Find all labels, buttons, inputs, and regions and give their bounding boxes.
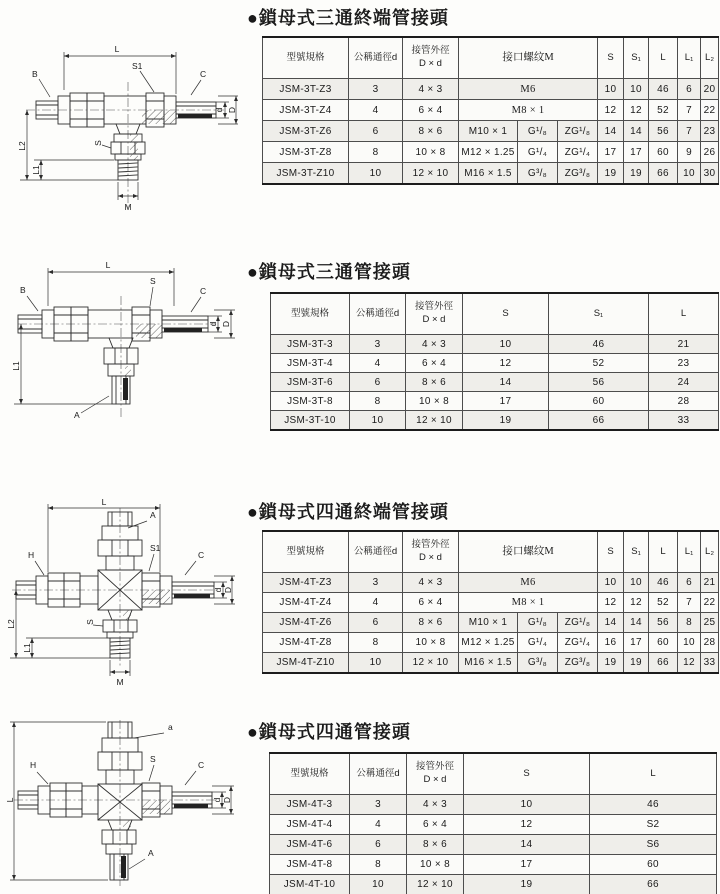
column-header: L₁ — [678, 37, 701, 79]
spec-cell: JSM-3T-Z3 — [263, 79, 349, 100]
spec-cell: 3 — [350, 795, 407, 815]
dim-label-m: M — [124, 202, 132, 212]
dim-label-b: B — [32, 69, 38, 79]
table-row — [271, 335, 719, 354]
spec-cell: 12 — [624, 593, 649, 613]
column-header: 型號規格 — [270, 753, 350, 795]
diagram-four-way-fitting — [2, 714, 239, 894]
dim-label-s1: S1 — [132, 61, 143, 71]
dim-label-l2: L2 — [6, 619, 16, 629]
dim-label-m: M — [116, 677, 124, 687]
dim-label-l: L — [101, 497, 107, 507]
spec-cell: 14 — [624, 613, 649, 633]
table-row — [270, 875, 717, 894]
spec-cell: 12 × 10 — [403, 163, 459, 185]
column-header: S₁ — [624, 37, 649, 79]
table-row — [263, 633, 719, 653]
column-header: 接管外徑 D × d — [403, 531, 459, 573]
spec-table-container — [269, 752, 717, 894]
table-row — [271, 354, 719, 373]
spec-cell: 10 — [349, 163, 403, 185]
spec-cell: 66 — [649, 653, 678, 674]
table-row — [263, 142, 719, 163]
spec-cell: 14 — [463, 373, 549, 392]
spec-cell: 7 — [678, 593, 701, 613]
spec-cell: 10 — [678, 163, 701, 185]
dim-label-s: S — [85, 619, 95, 625]
spec-cell: JSM-3T-4 — [271, 354, 350, 373]
spec-table — [262, 36, 719, 185]
spec-cell: JSM-3T-Z6 — [263, 121, 349, 142]
spec-cell: 23 — [701, 121, 719, 142]
spec-cell: 6 — [350, 373, 406, 392]
spec-cell: 10 × 8 — [407, 855, 464, 875]
spec-cell: 17 — [624, 142, 649, 163]
spec-cell: 4 — [349, 100, 403, 121]
spec-cell: 33 — [649, 411, 719, 431]
dim-label-l1: L1 — [11, 361, 21, 371]
spec-cell: G¹/₄ — [518, 633, 558, 653]
spec-cell: 19 — [624, 653, 649, 674]
spec-cell: M16 × 1.5 — [459, 163, 518, 185]
spec-cell: M10 × 1 — [459, 121, 518, 142]
dim-label-l1: L1 — [31, 165, 41, 175]
dim-label-s: S — [150, 754, 156, 764]
spec-cell: 14 — [624, 121, 649, 142]
spec-cell: 6 — [678, 573, 701, 593]
dim-label-l: L — [5, 797, 15, 803]
spec-cell: 6 × 4 — [403, 593, 459, 613]
dim-label-l: L — [114, 44, 120, 54]
spec-cell: 33 — [701, 653, 719, 674]
table-row — [263, 613, 719, 633]
spec-cell: 12 — [598, 593, 624, 613]
spec-cell: 10 × 8 — [403, 633, 459, 653]
dim-label-dd: D — [221, 320, 231, 328]
fitting-body-drawing — [26, 82, 224, 208]
column-header: 接管外徑 D × d — [406, 293, 463, 335]
dim-label-h: H — [28, 550, 35, 560]
spec-cell: 19 — [464, 875, 590, 894]
header-row — [270, 753, 717, 795]
spec-cell: JSM-3T-8 — [271, 392, 350, 411]
spec-cell: JSM-4T-Z3 — [263, 573, 349, 593]
spec-cell: 56 — [549, 373, 649, 392]
table-row — [263, 573, 719, 593]
spec-cell: JSM-3T-Z10 — [263, 163, 349, 185]
dim-label-c: C — [200, 286, 207, 296]
table-row — [271, 411, 719, 431]
dim-label-s1: S1 — [150, 543, 161, 553]
spec-cell: JSM-4T-4 — [270, 815, 350, 835]
dim-label-s: S — [93, 140, 103, 146]
spec-cell: 10 — [463, 335, 549, 354]
spec-cell: 26 — [701, 142, 719, 163]
spec-cell: 17 — [598, 142, 624, 163]
diagram-three-way-fitting — [4, 256, 236, 438]
spec-cell: 8 × 6 — [403, 613, 459, 633]
table-row — [263, 653, 719, 674]
spec-cell: G³/₈ — [518, 163, 558, 185]
spec-cell: 20 — [701, 79, 719, 100]
spec-cell: 4 — [350, 354, 406, 373]
fitting-body-drawing — [12, 508, 220, 668]
spec-cell: 14 — [598, 613, 624, 633]
dim-label-a: A — [150, 510, 156, 520]
column-header: L — [649, 293, 719, 335]
spec-cell: 28 — [701, 633, 719, 653]
spec-cell: M12 × 1.25 — [459, 142, 518, 163]
section-title: ●鎖母式四通終端管接頭 — [247, 502, 449, 522]
spec-cell: 6 × 4 — [406, 354, 463, 373]
dim-label-d: d — [208, 321, 218, 327]
spec-cell: 60 — [590, 855, 717, 875]
spec-cell: 21 — [649, 335, 719, 354]
header-row — [271, 293, 719, 335]
table-row — [263, 79, 719, 100]
table-row — [263, 163, 719, 185]
column-header: 接口螺纹M — [459, 531, 598, 573]
table-row — [263, 121, 719, 142]
spec-cell: JSM-4T-Z4 — [263, 593, 349, 613]
spec-cell: 3 — [349, 79, 403, 100]
table-row — [271, 392, 719, 411]
spec-cell: 7 — [678, 121, 701, 142]
spec-cell: 60 — [649, 633, 678, 653]
spec-cell: ZG¹/₄ — [558, 633, 598, 653]
diagram-three-way-terminal-fitting — [8, 38, 238, 224]
spec-cell: 52 — [649, 100, 678, 121]
column-header: S — [463, 293, 549, 335]
spec-cell: 8 — [350, 855, 407, 875]
spec-cell: 10 — [464, 795, 590, 815]
spec-table-container — [262, 530, 719, 674]
column-header: L₁ — [678, 531, 701, 573]
column-header: 型號規格 — [263, 37, 349, 79]
spec-cell: 10 — [598, 573, 624, 593]
column-header: 接口螺纹M — [459, 37, 598, 79]
spec-cell: 10 — [678, 633, 701, 653]
spec-cell: JSM-4T-6 — [270, 835, 350, 855]
spec-cell: JSM-3T-6 — [271, 373, 350, 392]
spec-cell: 4 × 3 — [403, 79, 459, 100]
spec-cell: 10 — [624, 573, 649, 593]
column-header: 型號規格 — [271, 293, 350, 335]
spec-cell: 12 × 10 — [406, 411, 463, 431]
dim-label-a: A — [74, 410, 80, 420]
spec-cell: 12 × 10 — [407, 875, 464, 894]
spec-cell: M6 — [459, 573, 598, 593]
spec-cell: G¹/₈ — [518, 613, 558, 633]
dim-label-l1: L1 — [22, 643, 32, 653]
spec-cell: 6 — [349, 613, 403, 633]
spec-table — [262, 530, 719, 674]
spec-cell: ZG¹/₈ — [558, 121, 598, 142]
spec-cell: M6 — [459, 79, 598, 100]
spec-cell: 22 — [701, 593, 719, 613]
spec-cell: 12 — [678, 653, 701, 674]
spec-cell: 8 × 6 — [406, 373, 463, 392]
spec-cell: 30 — [701, 163, 719, 185]
spec-cell: ZG³/₈ — [558, 653, 598, 674]
dim-label-c: C — [198, 550, 205, 560]
dim-label-d: d — [214, 107, 224, 113]
spec-cell: 8 — [349, 633, 403, 653]
spec-cell: ZG³/₈ — [558, 163, 598, 185]
spec-cell: 8 × 6 — [407, 835, 464, 855]
spec-cell: 6 — [350, 835, 407, 855]
spec-cell: JSM-3T-Z4 — [263, 100, 349, 121]
spec-cell: ZG¹/₈ — [558, 613, 598, 633]
dim-label-c: C — [198, 760, 205, 770]
spec-cell: 4 × 3 — [407, 795, 464, 815]
fitting-body-drawing — [18, 296, 216, 418]
dim-label-b: B — [20, 285, 26, 295]
table-row — [270, 835, 717, 855]
dim-label-d: d — [212, 797, 222, 803]
spec-cell: 10 — [350, 411, 406, 431]
fitting-body-drawing — [14, 720, 216, 886]
spec-cell: JSM-3T-10 — [271, 411, 350, 431]
table-row — [263, 593, 719, 613]
spec-cell: 46 — [549, 335, 649, 354]
dimension-annotations — [17, 44, 238, 212]
header-row — [263, 37, 719, 79]
spec-cell: 66 — [590, 875, 717, 894]
spec-cell: 60 — [549, 392, 649, 411]
dim-label-c: C — [200, 69, 207, 79]
spec-cell: 21 — [701, 573, 719, 593]
column-header: 型號規格 — [263, 531, 349, 573]
table-row — [270, 795, 717, 815]
spec-cell: 10 × 8 — [406, 392, 463, 411]
spec-cell: JSM-4T-Z8 — [263, 633, 349, 653]
spec-cell: 4 × 3 — [406, 335, 463, 354]
spec-cell: 3 — [350, 335, 406, 354]
spec-table — [270, 292, 719, 431]
spec-cell: 52 — [549, 354, 649, 373]
dim-label-s: S — [150, 276, 156, 286]
table-row — [271, 373, 719, 392]
dimension-annotations — [6, 497, 235, 687]
spec-cell: 12 — [464, 815, 590, 835]
spec-cell: S2 — [590, 815, 717, 835]
spec-cell: M12 × 1.25 — [459, 633, 518, 653]
spec-cell: 6 × 4 — [403, 100, 459, 121]
spec-cell: G¹/₈ — [518, 121, 558, 142]
column-header: L — [649, 531, 678, 573]
spec-cell: JSM-4T-Z10 — [263, 653, 349, 674]
spec-cell: 66 — [549, 411, 649, 431]
spec-cell: 46 — [649, 573, 678, 593]
spec-table-container — [262, 36, 719, 185]
column-header: 公稱通徑d — [349, 531, 403, 573]
section-title: ●鎖母式四通管接頭 — [247, 722, 411, 742]
spec-cell: 17 — [464, 855, 590, 875]
spec-cell: 46 — [649, 79, 678, 100]
column-header: 公稱通徑d — [350, 293, 406, 335]
spec-cell: JSM-4T-8 — [270, 855, 350, 875]
section-title: ●鎖母式三通管接頭 — [247, 262, 411, 282]
spec-cell: 4 — [349, 593, 403, 613]
column-header: S — [598, 37, 624, 79]
table-row — [263, 100, 719, 121]
spec-cell: 6 — [678, 79, 701, 100]
spec-cell: 14 — [464, 835, 590, 855]
column-header: S₁ — [549, 293, 649, 335]
column-header: L — [590, 753, 717, 795]
spec-cell: 56 — [649, 613, 678, 633]
spec-cell: M16 × 1.5 — [459, 653, 518, 674]
column-header: S₁ — [624, 531, 649, 573]
dim-label-a-small: a — [168, 722, 173, 732]
spec-cell: 46 — [590, 795, 717, 815]
spec-cell: S6 — [590, 835, 717, 855]
dim-label-h: H — [30, 760, 37, 770]
spec-cell: 4 × 3 — [403, 573, 459, 593]
diagram-four-way-terminal-fitting — [2, 496, 239, 690]
dim-label-dd: D — [222, 796, 232, 804]
spec-cell: 9 — [678, 142, 701, 163]
spec-cell: 8 — [350, 392, 406, 411]
spec-cell: 28 — [649, 392, 719, 411]
spec-cell: 12 — [598, 100, 624, 121]
spec-cell: 17 — [463, 392, 549, 411]
dim-label-d: d — [213, 587, 223, 593]
spec-cell: G³/₈ — [518, 653, 558, 674]
spec-cell: 19 — [598, 163, 624, 185]
table-row — [270, 815, 717, 835]
spec-cell: JSM-3T-Z8 — [263, 142, 349, 163]
spec-cell: ZG¹/₄ — [558, 142, 598, 163]
spec-cell: 17 — [624, 633, 649, 653]
spec-cell: 52 — [649, 593, 678, 613]
spec-cell: 4 — [350, 815, 407, 835]
spec-cell: 10 × 8 — [403, 142, 459, 163]
dim-label-dd: D — [227, 106, 237, 114]
dim-label-l: L — [105, 260, 111, 270]
spec-cell: G¹/₄ — [518, 142, 558, 163]
spec-cell: 10 — [349, 653, 403, 674]
spec-cell: 14 — [598, 121, 624, 142]
column-header: 接管外徑 D × d — [407, 753, 464, 795]
spec-cell: 12 — [463, 354, 549, 373]
spec-cell: 22 — [701, 100, 719, 121]
spec-cell: 23 — [649, 354, 719, 373]
spec-cell: 10 — [598, 79, 624, 100]
spec-cell: 8 — [349, 142, 403, 163]
column-header: S — [598, 531, 624, 573]
spec-cell: 60 — [649, 142, 678, 163]
spec-cell: M8 × 1 — [459, 100, 598, 121]
spec-cell: 10 — [350, 875, 407, 894]
spec-cell: 19 — [598, 653, 624, 674]
dim-label-a: A — [148, 848, 154, 858]
spec-cell: 24 — [649, 373, 719, 392]
spec-cell: JSM-3T-3 — [271, 335, 350, 354]
spec-cell: 66 — [649, 163, 678, 185]
spec-cell: 7 — [678, 100, 701, 121]
spec-cell: JSM-4T-3 — [270, 795, 350, 815]
header-row — [263, 531, 719, 573]
spec-cell: 6 × 4 — [407, 815, 464, 835]
spec-cell: 3 — [349, 573, 403, 593]
spec-cell: 16 — [598, 633, 624, 653]
spec-cell: 19 — [463, 411, 549, 431]
spec-cell: 25 — [701, 613, 719, 633]
spec-cell: M8 × 1 — [459, 593, 598, 613]
column-header: L — [649, 37, 678, 79]
spec-cell: 56 — [649, 121, 678, 142]
spec-cell: 12 × 10 — [403, 653, 459, 674]
column-header: 公稱通徑d — [349, 37, 403, 79]
spec-cell: 8 × 6 — [403, 121, 459, 142]
spec-cell: JSM-4T-Z6 — [263, 613, 349, 633]
spec-cell: 8 — [678, 613, 701, 633]
column-header: S — [464, 753, 590, 795]
dim-label-dd: D — [223, 586, 233, 594]
dim-label-l2: L2 — [17, 141, 27, 151]
column-header: L₂ — [701, 531, 719, 573]
section-title: ●鎖母式三通終端管接頭 — [247, 8, 449, 28]
spec-cell: 10 — [624, 79, 649, 100]
spec-cell: 6 — [349, 121, 403, 142]
spec-cell: 12 — [624, 100, 649, 121]
table-row — [270, 855, 717, 875]
dimension-annotations — [5, 722, 234, 880]
column-header: 接管外徑 D × d — [403, 37, 459, 79]
spec-cell: JSM-4T-10 — [270, 875, 350, 894]
spec-cell: 19 — [624, 163, 649, 185]
spec-table — [269, 752, 717, 894]
spec-cell: M10 × 1 — [459, 613, 518, 633]
column-header: L₂ — [701, 37, 719, 79]
spec-table-container — [270, 292, 719, 431]
column-header: 公稱通徑d — [350, 753, 407, 795]
